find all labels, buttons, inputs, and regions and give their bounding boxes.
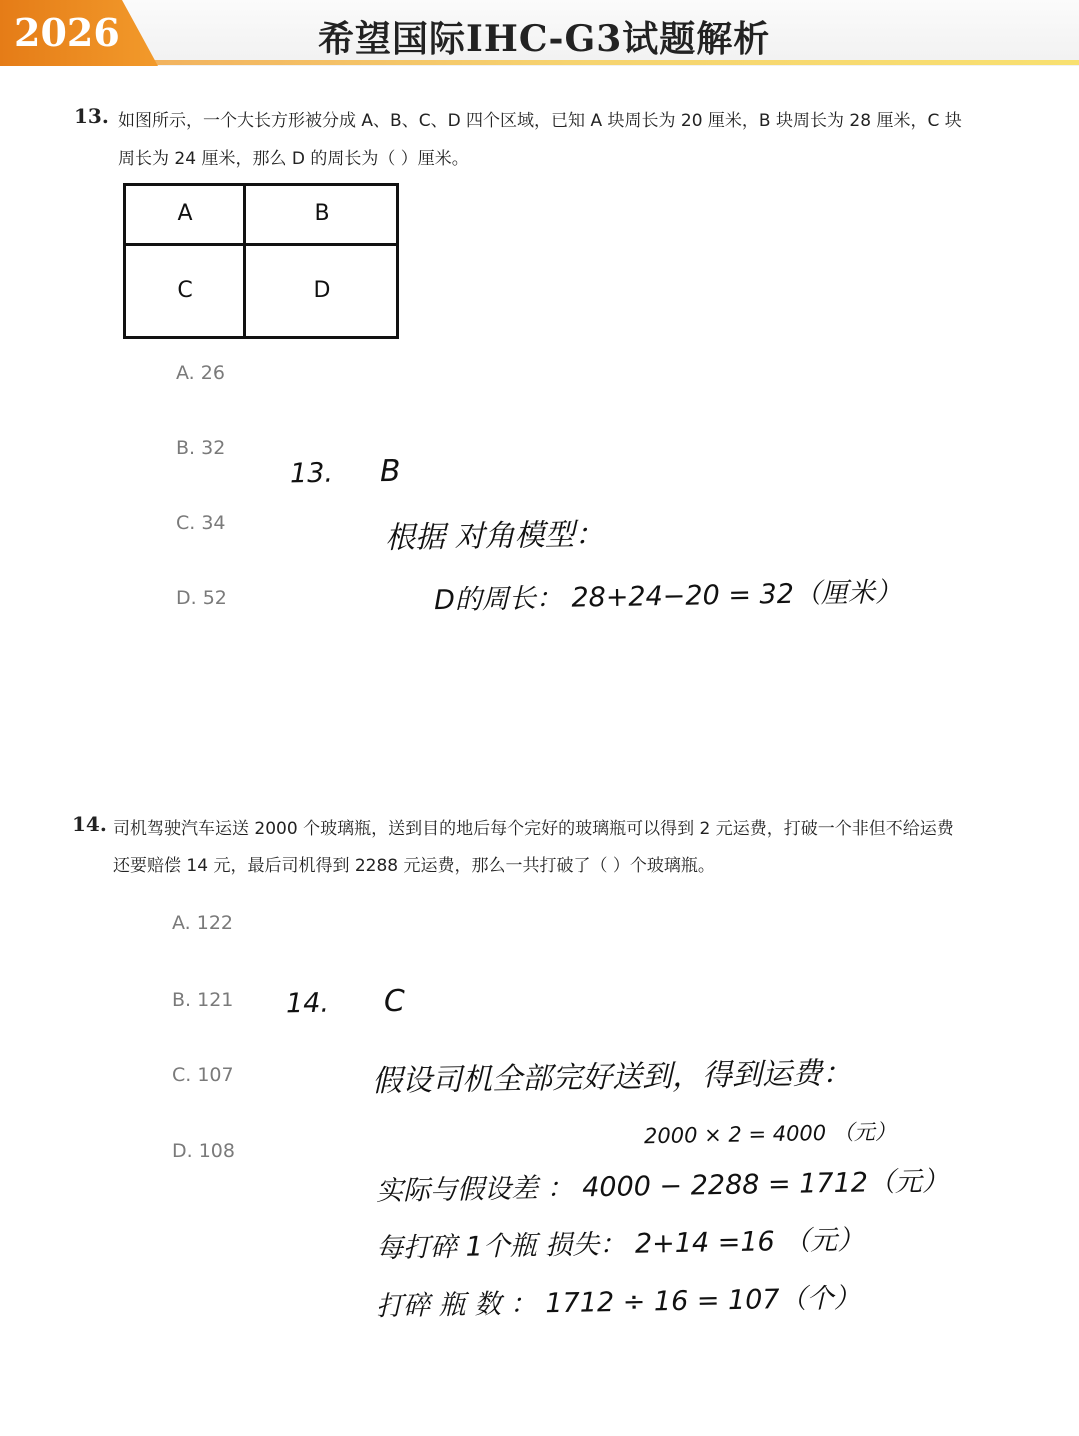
region-c-label: C (177, 278, 193, 303)
question-13-text-line1: 如图所示，一个大长方形被分成 A、B、C、D 四个区域，已知 A 块周长为 20 厘米，B 块周长为 28 厘米，C 块 (118, 111, 962, 131)
diagram-horizontal-divider (126, 243, 396, 246)
region-a-label: A (177, 201, 193, 226)
q14-solution-step5: 打碎 瓶 数 ： 1712 ÷ 16 = 107（个） (375, 1282, 861, 1323)
year-label: 2026 (14, 10, 120, 55)
q13-option-c: C. 34 (176, 512, 226, 534)
q14-solution-answer: C (383, 983, 406, 1020)
q14-option-c: C. 107 (172, 1064, 234, 1086)
page-title: 希望国际IHC-G3试题解析 (318, 18, 771, 60)
q13-solution-step1: 根据 对角模型： (384, 517, 605, 556)
question-14-text-line1: 司机驾驶汽车运送 2000 个玻璃瓶，送到目的地后每个完好的玻璃瓶可以得到 2 元运费，打破一个非但不给运费 (113, 819, 954, 839)
q13-option-a: A. 26 (176, 362, 225, 384)
region-d-label: D (313, 278, 331, 303)
rectangle-diagram (123, 183, 399, 339)
q14-solution-step3: 实际与假设差 ： 4000 − 2288 = 1712（元） (375, 1166, 950, 1207)
q14-option-a: A. 122 (172, 912, 234, 934)
q13-solution-step2: D的周长： 28+24−20 = 32（厘米） (433, 576, 903, 617)
q13-solution-answer: B (379, 453, 401, 490)
q13-solution-label: 13. (289, 457, 334, 490)
question-14-number: 14. (72, 812, 107, 836)
q14-solution-step2: 2000 × 2 = 4000 （元） (643, 1119, 897, 1149)
q14-solution-step4: 每打碎 1个瓶 损失： 2+14 =16 （元） (375, 1224, 865, 1265)
diagram-vertical-divider (243, 186, 246, 336)
question-13-number: 13. (74, 104, 109, 128)
q14-option-b: B. 121 (172, 989, 234, 1011)
q13-option-b: B. 32 (176, 437, 226, 459)
question-14-text-line2: 还要赔偿 14 元，最后司机得到 2288 元运费，那么一共打破了（ ）个玻璃瓶。 (113, 856, 715, 876)
q13-option-d: D. 52 (176, 587, 227, 609)
question-13-text-line2: 周长为 24 厘米，那么 D 的周长为（ ）厘米。 (118, 149, 469, 169)
q14-solution-step1: 假设司机全部完好送到，得到运费： (371, 1055, 853, 1100)
region-b-label: B (314, 201, 330, 226)
q14-option-d: D. 108 (172, 1140, 235, 1162)
q14-solution-label: 14. (285, 987, 330, 1020)
